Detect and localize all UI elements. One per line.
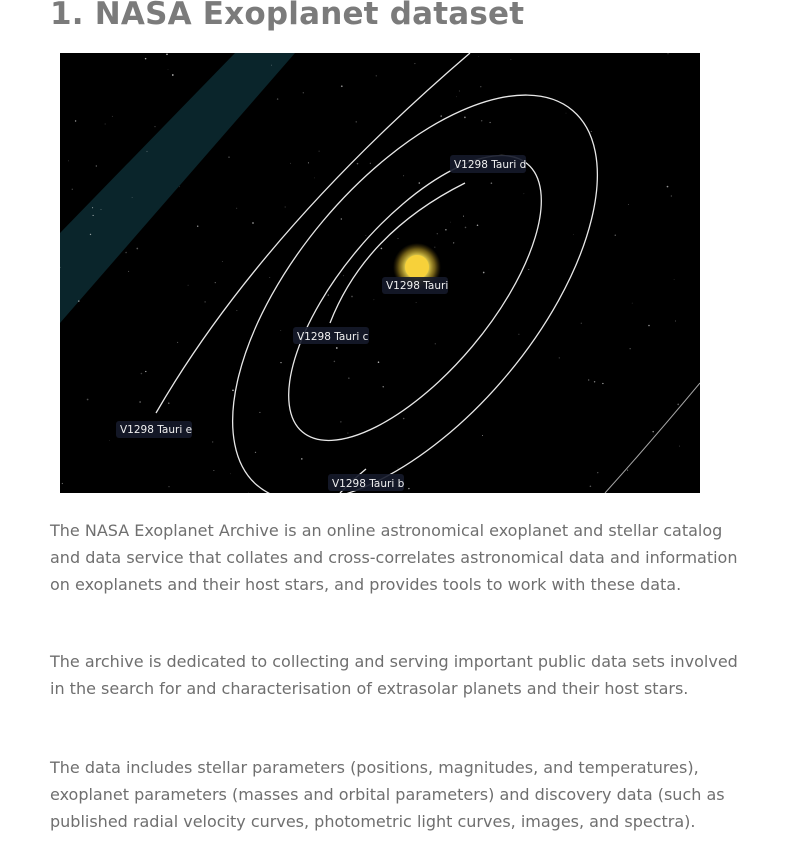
background-star	[630, 348, 631, 349]
background-star	[109, 440, 110, 441]
background-star	[271, 65, 272, 66]
background-star	[378, 361, 380, 363]
background-star	[237, 310, 238, 311]
background-star	[667, 186, 669, 188]
background-star	[518, 334, 519, 335]
background-star	[145, 58, 147, 60]
background-star	[93, 215, 94, 216]
background-star	[590, 485, 592, 487]
background-star	[319, 151, 320, 152]
background-star	[416, 302, 417, 303]
background-star	[146, 151, 147, 152]
background-star	[366, 235, 367, 236]
background-star	[145, 371, 146, 372]
background-star	[179, 186, 180, 187]
background-star	[463, 216, 464, 217]
background-star	[374, 299, 375, 300]
background-star	[230, 474, 231, 475]
background-star	[453, 242, 454, 243]
background-star	[341, 85, 343, 87]
background-star	[285, 207, 286, 208]
background-star	[334, 361, 336, 363]
background-star	[464, 117, 466, 119]
background-star	[632, 303, 633, 304]
background-star	[252, 222, 254, 224]
background-star	[132, 197, 133, 198]
background-star	[524, 193, 525, 194]
background-star	[101, 209, 102, 210]
background-star	[482, 435, 483, 436]
background-star	[437, 233, 438, 234]
background-star	[573, 234, 574, 235]
background-star	[269, 277, 270, 278]
background-star	[566, 113, 567, 114]
star-body	[405, 255, 429, 279]
background-star	[290, 163, 291, 164]
background-star	[75, 120, 76, 121]
background-star	[675, 321, 676, 322]
page-title: 1. NASA Exoplanet dataset	[50, 0, 525, 32]
background-star	[128, 271, 129, 272]
background-star	[177, 342, 178, 343]
background-star	[228, 156, 230, 158]
background-star	[213, 470, 214, 471]
background-star	[627, 470, 628, 471]
background-star	[628, 204, 629, 205]
background-star	[376, 75, 377, 76]
background-star	[398, 238, 399, 239]
background-star	[188, 285, 189, 286]
background-star	[465, 227, 467, 229]
background-star	[78, 300, 79, 301]
background-star	[559, 357, 560, 358]
background-star	[347, 433, 348, 434]
background-star	[232, 389, 234, 391]
background-star	[236, 208, 237, 209]
background-star	[141, 373, 143, 375]
background-star	[92, 207, 93, 208]
background-star	[168, 486, 169, 487]
background-star	[314, 178, 315, 179]
background-star	[381, 248, 383, 250]
background-star	[581, 323, 582, 324]
background-star	[591, 131, 592, 132]
paragraph-archive-purpose: The archive is dedicated to collecting and serving important public data sets involved in the search for and characterisation of extrasolar planets and their host stars.	[50, 652, 738, 698]
background-star	[259, 412, 260, 413]
background-star	[414, 63, 415, 64]
background-star	[277, 98, 278, 99]
background-star	[615, 235, 616, 236]
background-star	[87, 399, 89, 401]
background-star	[674, 279, 675, 280]
background-star	[652, 431, 654, 433]
background-star	[105, 124, 106, 125]
background-star	[62, 483, 63, 484]
background-star	[351, 296, 353, 298]
paragraph-archive-data: The data includes stellar parameters (positions, magnitudes, and temperatures), exoplanet parameters (masses and orbital parameters) and discovery data (such as published radial velocity curves, photometric light curves, images, and spectra).	[50, 758, 725, 831]
background-star	[440, 115, 441, 116]
background-star	[435, 343, 436, 344]
background-star	[671, 195, 672, 196]
background-star	[215, 282, 216, 283]
label-planet-d: V1298 Tauri d	[454, 159, 527, 171]
background-star	[166, 54, 168, 56]
background-star	[308, 162, 309, 163]
background-star	[155, 126, 156, 127]
label-planet-b: V1298 Tauri b	[332, 478, 405, 490]
background-star	[459, 90, 460, 91]
background-star	[328, 294, 329, 295]
background-star	[398, 468, 399, 469]
background-star	[480, 86, 481, 87]
background-star	[648, 325, 650, 327]
background-star	[340, 421, 341, 422]
background-star	[478, 56, 479, 57]
background-star	[303, 92, 304, 93]
background-star	[602, 383, 603, 384]
background-star	[280, 362, 281, 363]
background-star	[477, 224, 479, 226]
background-star	[172, 74, 174, 76]
background-star	[419, 182, 421, 184]
background-star	[125, 252, 127, 254]
background-star	[136, 248, 138, 250]
background-star	[139, 401, 141, 403]
background-star	[255, 452, 256, 453]
label-planet-e: V1298 Tauri e	[120, 424, 193, 436]
background-star	[370, 163, 371, 164]
exoplanet-system-image	[60, 53, 700, 493]
background-star	[450, 222, 451, 223]
background-star	[594, 381, 595, 382]
background-star	[588, 379, 589, 380]
label-star: V1298 Tauri	[386, 280, 449, 292]
background-star	[383, 386, 384, 387]
background-star	[72, 189, 73, 190]
background-star	[456, 96, 457, 97]
background-star	[168, 403, 169, 404]
background-star	[336, 347, 338, 349]
background-star	[528, 269, 529, 270]
background-star	[356, 121, 357, 122]
background-star	[343, 275, 344, 276]
background-star	[212, 441, 213, 442]
background-star	[597, 472, 598, 473]
label-planet-c: V1298 Tauri c	[297, 331, 369, 343]
orbit-diagram	[60, 53, 700, 493]
background-star	[511, 59, 512, 60]
background-star	[301, 458, 303, 460]
background-star	[168, 69, 169, 70]
background-star	[248, 492, 249, 493]
background-star	[408, 488, 409, 489]
background-star	[112, 116, 113, 117]
background-star	[403, 175, 404, 176]
background-star	[68, 161, 69, 162]
background-star	[435, 247, 436, 248]
background-star	[489, 122, 490, 123]
background-star	[483, 272, 485, 274]
background-star	[280, 330, 281, 331]
background-star	[197, 225, 198, 226]
background-star	[348, 378, 349, 379]
background-star	[677, 404, 679, 406]
background-star	[668, 53, 669, 54]
background-star	[445, 229, 447, 231]
background-star	[481, 120, 482, 121]
background-star	[679, 446, 680, 447]
background-star	[204, 301, 205, 302]
paragraph-archive-intro: The NASA Exoplanet Archive is an online astronomical exoplanet and stellar catalog and data service that collates and cross-correlates astronomical data and information on exoplanets and their host stars, and provides tools to work with these data.	[50, 521, 738, 594]
background-star	[222, 261, 223, 262]
background-star	[96, 165, 97, 166]
background-star	[341, 218, 342, 219]
background-star	[90, 234, 91, 235]
background-star	[357, 163, 359, 165]
background-star	[491, 182, 493, 184]
background-star	[403, 418, 405, 420]
